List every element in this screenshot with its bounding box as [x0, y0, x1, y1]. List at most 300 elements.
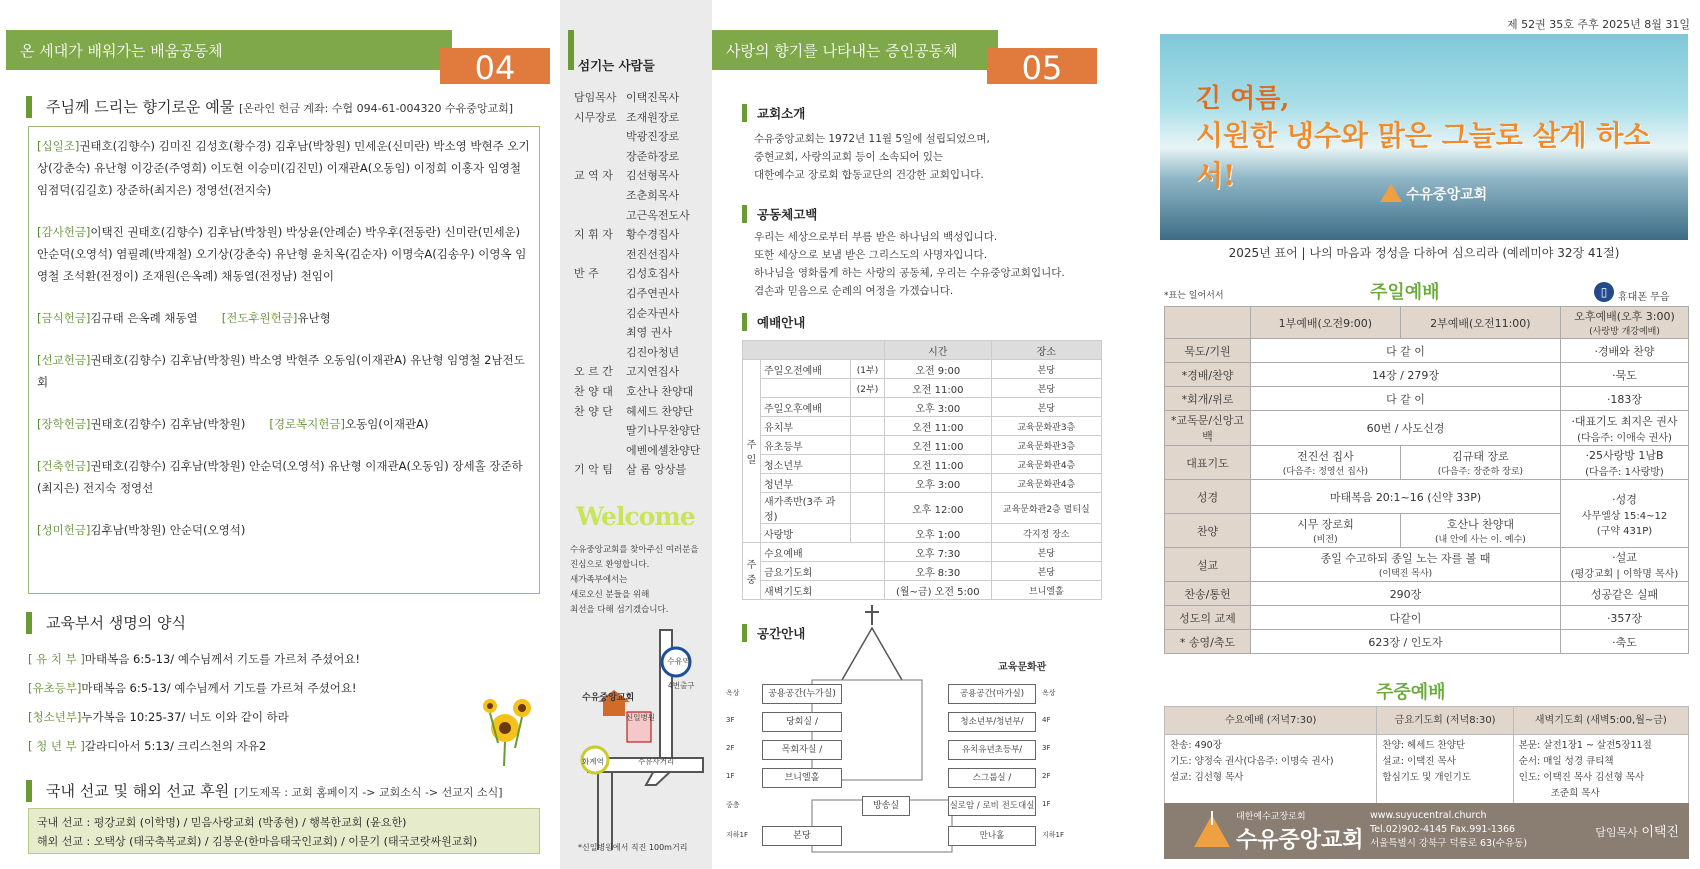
order-cell: [1251, 630, 1561, 654]
offering-label: [감사헌금]: [37, 225, 91, 239]
order-label: 성도의 교제: [1165, 606, 1251, 630]
room-box: 방송실: [862, 796, 910, 816]
header-cell: [1165, 307, 1251, 339]
staff-person: 박광진장로: [626, 130, 680, 144]
table-row: [1165, 735, 1689, 806]
afternoon-subvalue: (다음주: 1사랑방): [1585, 467, 1664, 478]
edu-text: 마태복음 6:5-13/ 예수님께서 기도를 가르쳐 주셨어요!: [81, 681, 357, 695]
room-box: 스그룹실 /: [948, 768, 1036, 788]
table-row: [743, 581, 1102, 600]
weekday-cell: [1165, 735, 1377, 806]
service-sub: (2부): [851, 379, 885, 398]
order-value: 다 같 이: [1386, 344, 1425, 358]
room-box: 청소년부/청년부/: [948, 712, 1036, 732]
order-cell: [1251, 582, 1561, 606]
pastor-name: 이택진: [1641, 825, 1679, 840]
table-row: [743, 360, 1102, 379]
staff-row: [574, 186, 704, 206]
staff-row: [574, 362, 704, 382]
offering-names: 김규태 은옥례 채동열: [90, 311, 198, 325]
order-label: 설교: [1165, 548, 1251, 582]
afternoon-cell: [1561, 606, 1689, 630]
banner-line1: 긴 여름,: [1196, 84, 1290, 114]
intro-line: 중현교회, 사랑의교회 등이 소속되어 있는: [754, 151, 944, 163]
offering-names: 권태호(김향수) 김미진 김성호(황수경) 김후남(박창원) 민세운(신미란) 박소영 박현주 오기상(강춘숙) 유난형 이강준(주영희) 이도현 이승미(김진민) 이재관A(오동임) 이정희 이홍자 임영철 임점덕(김길호) 장준하(최지은) 정영선(전지숙): [37, 139, 530, 197]
page-number-05: 05: [987, 48, 1097, 84]
service-name: 청년부: [761, 474, 851, 493]
edu-label: [유초등부]: [28, 681, 82, 695]
order-value: 623장 / 인도자: [1368, 635, 1443, 649]
afternoon-value: ·357장: [1606, 611, 1643, 625]
order-cell: [1251, 339, 1561, 363]
order-cell: [1251, 606, 1561, 630]
order-label: 찬양: [1165, 514, 1251, 548]
welcome-line: 수유중앙교회를 찾아주신 여러분을: [570, 545, 699, 555]
stand-note: *표는 일어서서: [1164, 291, 1224, 301]
service-place: 교육문화관3층: [991, 436, 1101, 455]
denomination: 대한예수교장로회: [1236, 812, 1306, 822]
afternoon-cell: [1561, 446, 1689, 480]
edu-text: 누가복음 10:25-37/ 너도 이와 같이 하라: [81, 710, 289, 724]
service-time: 오후 1:00: [885, 524, 992, 543]
edu-building-title: 교육문화관: [998, 662, 1047, 673]
afternoon-value: ·183장: [1606, 392, 1643, 406]
space-title: 공간안내: [742, 624, 805, 642]
welcome-line: 새로오신 분들을 위해: [570, 590, 650, 600]
service-name: 주일오후예배: [761, 398, 851, 417]
staff-person: 에벤에셀찬양단: [626, 443, 701, 457]
afternoon-subvalue: (다음주: 이애숙 권사): [1577, 432, 1672, 444]
afternoon-subvalue: 사무엘상 15:4~12: [1581, 510, 1668, 522]
phone-fax: Tel.02)902-4145 Fax.991-1366: [1370, 824, 1516, 835]
service-name: 새가족반(3주 과정): [761, 493, 851, 524]
table-row: [743, 436, 1102, 455]
room-box: 만나홀: [948, 826, 1036, 846]
edu-text: 마태복음 6:5-13/ 예수님께서 기도를 가르쳐 주셨어요!: [84, 652, 361, 666]
afternoon-cell: [1561, 480, 1689, 548]
staff-person: 조재원장로: [626, 110, 680, 124]
service-name: 청소년부: [761, 455, 851, 474]
map-exit-label: 4번출구: [668, 681, 695, 690]
bulletin-cover: [1150, 0, 1700, 869]
weekday-worship-title: 주중예배: [1376, 682, 1446, 703]
staff-person: 살 롬 앙상블: [626, 463, 687, 477]
staff-row: [574, 206, 704, 226]
table-row: [1165, 387, 1689, 411]
offering-names: 권태호(김향수) 김후남(박창원): [90, 417, 246, 431]
staff-person: 이택진목사: [626, 91, 680, 104]
weekday-line: 찬송: 490장: [1170, 740, 1222, 751]
staff-person: 조춘희목사: [626, 188, 680, 202]
order-subvalue: (이택진 목사): [1378, 569, 1433, 579]
edu-item: [28, 732, 528, 761]
order-cell: [1251, 363, 1561, 387]
staff-row: [574, 382, 704, 402]
map-station-label: 수유역: [667, 657, 691, 666]
mission-overseas: 해외 선교 : 오택상 (태국축복교회) / 김봉운(한마음태국인교회) / 이문기 (태국코랏싸원교회): [37, 835, 478, 848]
welcome-heading: Welcome: [576, 502, 695, 531]
issue-info: 제 52권 35호 주후 2025년 8월 31일: [1507, 18, 1690, 31]
order-cell: [1251, 387, 1561, 411]
table-row: [1165, 548, 1689, 582]
weekday-cell: [1377, 735, 1513, 806]
confess-text: [754, 228, 1065, 300]
year-motto: 2025년 표어 | 나의 마음과 정성을 다하여 심으리라 (예레미야 32장 41절): [1228, 246, 1620, 260]
worship-schedule-table: [742, 340, 1102, 600]
intro-title: 교회소개: [742, 104, 805, 122]
staff-row: [574, 284, 704, 304]
staff-row: [574, 108, 704, 128]
afternoon-cell: [1561, 411, 1689, 446]
staff-list: [574, 88, 704, 480]
edu-heading: [26, 612, 186, 634]
offering-label: [십일조]: [37, 139, 80, 153]
service-name: 주일오전예배: [761, 360, 851, 379]
service-place: 교육문화관2층 멀티실: [991, 493, 1101, 524]
group-cell: 주중: [743, 543, 761, 600]
room-box: 목회자실 /: [762, 740, 842, 760]
church-name: 수유중앙교회: [1236, 828, 1364, 853]
service-place: 본당: [991, 360, 1101, 379]
floor-label: 1F: [1042, 800, 1051, 808]
website[interactable]: www.suyucentral.church: [1370, 810, 1487, 821]
staff-person: 전진선집사: [626, 247, 680, 261]
offering-label: [경로복지헌금]: [269, 417, 345, 431]
floor-label: 지하1F: [726, 831, 749, 839]
offering-entry: [37, 519, 531, 541]
floor-label: 3F: [726, 716, 735, 724]
service-place: 교육문화관4층: [991, 474, 1101, 493]
header-afternoon-title: 오후예배(오후 3:00): [1574, 310, 1675, 323]
order-cell: [1400, 514, 1560, 548]
service-sub: [851, 455, 885, 474]
service-place: 교육문화관4층: [991, 455, 1101, 474]
service-sub: [851, 493, 885, 524]
map-hospital-label: 신일병원: [626, 713, 655, 722]
weekday-header: 금요기도회 (저녁8:30): [1377, 707, 1513, 735]
welcome-line: 진심으로 환영합니다.: [570, 560, 650, 570]
floor-label: 옥상: [726, 689, 740, 697]
afternoon-cell: [1561, 630, 1689, 654]
service-place: 본당: [991, 398, 1101, 417]
staff-role: 오 르 간: [574, 365, 613, 379]
banner-line2: 시원한 냉수와 맑은 그늘로 살게 하소서!: [1196, 119, 1651, 192]
header-afternoon-service: [1561, 307, 1689, 339]
staff-row: [574, 264, 704, 284]
staff-role: 찬 양 대: [574, 384, 613, 398]
table-row: [743, 417, 1102, 436]
table-header-row: [743, 341, 1102, 360]
table-header-row: [1165, 307, 1689, 339]
header-time: 시간: [885, 341, 992, 360]
banner-logo-text: 수유중앙교회: [1406, 187, 1488, 203]
floor-label: 4F: [1042, 716, 1051, 724]
offering-label: [금식헌금]: [37, 311, 91, 325]
sunflower-image: [470, 688, 540, 768]
page-number: 04: [440, 48, 550, 84]
service-time: (월~금) 오전 5:00: [885, 581, 992, 600]
table-row: [1165, 630, 1689, 654]
offering-label: [장학헌금]: [37, 417, 91, 431]
order-label: 찬송/통헌: [1165, 582, 1251, 606]
service-time: 오후 3:00: [885, 398, 992, 417]
afternoon-value: ·경배와 찬양: [1594, 344, 1655, 358]
service-name: 유초등부: [761, 436, 851, 455]
confess-line: 또한 세상으로 보냄 받은 그리스도의 사명자입니다.: [754, 249, 988, 261]
edu-title: 교육부서 생명의 양식: [46, 614, 186, 632]
staff-person: 고근옥전도사: [626, 208, 690, 222]
confess-line: 하나님을 영화롭게 하는 사랑의 공동체, 우리는 수유중앙교회입니다.: [754, 267, 1065, 279]
staff-role: 교 역 자: [574, 169, 613, 183]
order-subvalue: (내 안에 사는 이. 예수): [1434, 535, 1526, 545]
staff-row: [574, 304, 704, 324]
staff-panel: [560, 0, 712, 869]
staff-person: 김순자권사: [626, 306, 680, 320]
floor-label: 1F: [726, 772, 735, 780]
edu-item: [28, 674, 528, 703]
service-place: 본당: [991, 562, 1101, 581]
staff-role: 담임목사: [574, 91, 617, 104]
table-row: [1165, 411, 1689, 446]
room-box: 본당: [762, 826, 842, 846]
service-sub: [851, 474, 885, 493]
staff-person: 헤세드 찬양단: [626, 404, 694, 418]
table-row: [1165, 582, 1689, 606]
weekday-cell: [1513, 735, 1688, 806]
afternoon-value: ·성경: [1612, 492, 1637, 506]
table-row: [1165, 446, 1689, 480]
edu-label: [청소년부]: [28, 710, 82, 724]
offering-entry: [37, 349, 531, 393]
staff-row: [574, 402, 704, 422]
afternoon-value: 성공같은 실패: [1590, 587, 1659, 601]
order-cell: [1400, 446, 1560, 480]
afternoon-value: ·축도: [1612, 635, 1637, 649]
order-value: 종일 수고하되 종일 노는 자를 볼 때: [1320, 552, 1491, 565]
group-cell: 주일: [743, 360, 761, 543]
section-bar-title-05: 사랑의 향기를 나타내는 증인공동체: [726, 42, 958, 60]
staff-role: 기 악 팀: [574, 463, 613, 477]
table-row: [743, 379, 1102, 398]
floor-label: 2F: [1042, 772, 1051, 780]
weekday-line: 찬양: 헤세드 찬양단: [1382, 740, 1466, 751]
service-time: 오전 11:00: [885, 455, 992, 474]
welcome-line: 최선을 다해 섬기겠습니다.: [570, 605, 669, 615]
service-name: [761, 379, 851, 398]
mission-note: [기도제목 : 교회 홈페이지 -> 교회소식 -> 선교지 소식]: [234, 786, 503, 799]
staff-person: 김성호집사: [626, 267, 680, 281]
service-name: 수요예배: [761, 543, 885, 562]
order-value: 호산나 찬양대: [1446, 518, 1515, 531]
room-box: 브니엘홀: [762, 768, 842, 788]
mission-title: 국내 선교 및 해외 선교 후원: [46, 782, 230, 800]
section-bar-05: [712, 30, 998, 70]
service-time: 오후 12:00: [885, 493, 992, 524]
table-row: [1165, 606, 1689, 630]
offering-label: [선교헌금]: [37, 353, 91, 367]
order-subvalue: (다음주: 장준하 장로): [1437, 467, 1524, 477]
mission-box: [28, 808, 540, 854]
order-subvalue: (비전): [1313, 535, 1338, 545]
offering-names: 권태호(김향수) 김후남(박창원) 안순덕(오영석) 유난형 이재관A(오동임) 장세홀 장준하(최지은) 전지숙 정영선: [37, 459, 523, 495]
afternoon-cell: [1561, 363, 1689, 387]
service-place: 본당: [991, 379, 1101, 398]
sunday-worship-title: 주일예배: [1370, 282, 1440, 303]
offering-label: [성미헌금]: [37, 523, 91, 537]
worship-title: 예배안내: [742, 313, 805, 331]
order-label: *교독문/신앙고백: [1165, 411, 1251, 446]
weekday-line: 순서: 매일 성경 큐티책: [1518, 756, 1614, 767]
order-cell: [1251, 411, 1561, 446]
staff-row: [574, 460, 704, 480]
order-cell: [1251, 446, 1401, 480]
order-value: 290장: [1389, 587, 1422, 601]
table-row: [743, 474, 1102, 493]
offering-names: 권태호(김향수) 김후남(박창원) 박소영 박현주 오동임(이재관A) 유난형 임영철 2남전도회: [37, 353, 525, 389]
staff-role: [574, 421, 626, 441]
offering-names: 김후남(박창원) 안순덕(오영석): [90, 523, 246, 537]
staff-role: 지 휘 자: [574, 228, 613, 242]
staff-person: 최영 권사: [626, 326, 673, 340]
staff-role: 찬 양 단: [574, 404, 613, 418]
map-intersection-label: 화계역: [582, 757, 604, 766]
staff-person: 김주연권사: [626, 286, 680, 300]
staff-role: 시무장로: [574, 110, 617, 124]
room-box: 공용공간(마가실): [948, 684, 1036, 704]
intro-text: [754, 130, 990, 184]
staff-role: [574, 323, 626, 343]
staff-row: [574, 147, 704, 167]
room-box: 실로암 / 로비 전도대실: [948, 796, 1036, 816]
floor-label: 3F: [1042, 744, 1051, 752]
map-street-label: 수유사거리: [638, 757, 675, 766]
staff-person: 김선형목사: [626, 169, 680, 183]
offering-names: 이택진 권태호(김향수) 김후남(박창원) 박상윤(안례순) 박우후(전동란) 신미란(민세운) 안순덕(오영석) 염필례(박재철) 오기상(강춘숙) 유난형 윤치옥(김순자) 이명숙A(김송우) 이영옥 임영철 조석환(전정이) 조재원(은옥례) 채동열(전정남) 천임이: [37, 225, 527, 283]
staff-person: 호산나 찬양대: [626, 384, 694, 398]
weekday-line: 설교: 김선형 목사: [1170, 772, 1244, 783]
afternoon-cell: [1561, 582, 1689, 606]
service-time: 오후 3:00: [885, 474, 992, 493]
phone-mute-note: 휴대폰 무음: [1618, 292, 1670, 303]
staff-person: 장준하장로: [626, 149, 680, 163]
weekday-header: 수요예배 (저녁7:30): [1165, 707, 1377, 735]
order-value: 60번 / 사도신경: [1366, 422, 1445, 435]
offering-entry: [37, 135, 531, 201]
offering-entry: [37, 455, 531, 499]
table-row: [743, 493, 1102, 524]
section-bar: [6, 30, 452, 70]
staff-role: 반 주: [574, 267, 599, 281]
service-place: 각지정 장소: [991, 524, 1101, 543]
church-footer: [1164, 803, 1689, 859]
order-label: *경배/찬양: [1165, 363, 1251, 387]
weekday-line: 본문: 살전1장1 ~ 살전5장11절: [1518, 740, 1652, 751]
confess-line: 겸손과 믿음으로 순례의 여정을 가겠습니다.: [754, 285, 954, 297]
offering-list: [28, 126, 540, 594]
afternoon-value: ·대표기도 최지은 권사: [1571, 414, 1678, 428]
map-note: *신일병원에서 직진 100m거리: [578, 843, 688, 852]
room-box: 공용공간(누가실): [762, 684, 842, 704]
staff-row: [574, 127, 704, 147]
order-label: *회개/위로: [1165, 387, 1251, 411]
staff-row: [574, 88, 704, 108]
church-logo-icon: [1380, 184, 1402, 202]
afternoon-subvalue: (구약 431P): [1596, 525, 1653, 537]
edu-text: 갈라디아서 5:13/ 크리스천의 자유2: [84, 739, 267, 753]
staff-row: [574, 323, 704, 343]
service-time: 오전 9:00: [885, 360, 992, 379]
page-05: [712, 0, 1132, 869]
table-row: [743, 524, 1102, 543]
staff-row: [574, 343, 704, 363]
service-sub: [851, 417, 885, 436]
header-afternoon-sub: (사랑방 개강예배): [1589, 327, 1660, 337]
afternoon-value: ·묵도: [1612, 368, 1637, 382]
address: 서울특별시 강북구 덕릉로 63(수유동): [1370, 838, 1528, 849]
service-time: 오전 11:00: [885, 436, 992, 455]
service-name: 새벽기도회: [761, 581, 885, 600]
edu-item: [28, 703, 528, 732]
staff-person: 김진아청년: [626, 345, 680, 359]
service-time: 오후 8:30: [885, 562, 992, 581]
staff-person: 딸기나무찬양단: [626, 424, 701, 438]
afternoon-value: ·설교: [1612, 551, 1637, 564]
intro-line: 대한예수교 장로회 합동교단의 건강한 교회입니다.: [754, 169, 984, 181]
staff-role: [574, 206, 626, 226]
offering-heading: [26, 96, 513, 118]
pastor-label: 담임목사: [1595, 826, 1638, 839]
staff-role: [574, 186, 626, 206]
staff-role: [574, 147, 626, 167]
mission-domestic: 국내 선교 : 평강교회 (이학명) / 믿음사랑교회 (박종현) / 행복한교회 (윤요한): [37, 816, 407, 829]
header-first-service: 1부예배(오전9:00): [1251, 307, 1401, 339]
order-cell: [1251, 480, 1561, 514]
contact-info: [1370, 809, 1527, 851]
weekday-line: 인도: 이택진 목사 김선형 목사: [1518, 772, 1645, 783]
offering-account: [온라인 헌금 계좌: 수협 094-61-004320 수유중앙교회]: [238, 102, 514, 115]
table-row: [743, 398, 1102, 417]
header-cell: [743, 341, 885, 360]
edu-label: [ 유 치 부 ]: [28, 652, 85, 666]
edu-item: [28, 645, 528, 674]
confess-line: 우리는 세상으로부터 부름 받은 하나님의 백성입니다.: [754, 231, 998, 243]
room-box: 당회실 /: [762, 712, 842, 732]
staff-role: [574, 284, 626, 304]
afternoon-value: ·25사랑방 1남B: [1585, 449, 1664, 462]
order-label: 대표기도: [1165, 446, 1251, 480]
weekday-header: 새벽기도회 (새벽5:00,월~금): [1513, 707, 1688, 735]
offering-title: 주님께 드리는 향기로운 예물: [46, 98, 235, 116]
service-time: 오후 7:30: [885, 543, 992, 562]
weekday-line: 조준희 목사: [1550, 788, 1600, 799]
mission-heading: [26, 780, 503, 802]
service-time: 오전 11:00: [885, 379, 992, 398]
staff-person: 황수경집사: [626, 228, 680, 242]
weekday-line: 기도: 양정숙 권사(다음주: 이명숙 권사): [1170, 756, 1334, 767]
weekday-line: 설교: 이택진 목사: [1382, 756, 1456, 767]
table-row: [743, 543, 1102, 562]
offering-entry: [37, 307, 531, 329]
offering-names: 유난형: [297, 311, 331, 325]
staff-role: [574, 245, 626, 265]
order-cell: [1251, 514, 1401, 548]
sunday-order-table: [1164, 306, 1689, 654]
offering-entry: [37, 221, 531, 287]
service-name: 금요기도회: [761, 562, 885, 581]
staff-title: 섬기는 사람들: [578, 58, 655, 73]
order-label: 성경: [1165, 480, 1251, 514]
weekday-worship-table: [1164, 706, 1689, 806]
